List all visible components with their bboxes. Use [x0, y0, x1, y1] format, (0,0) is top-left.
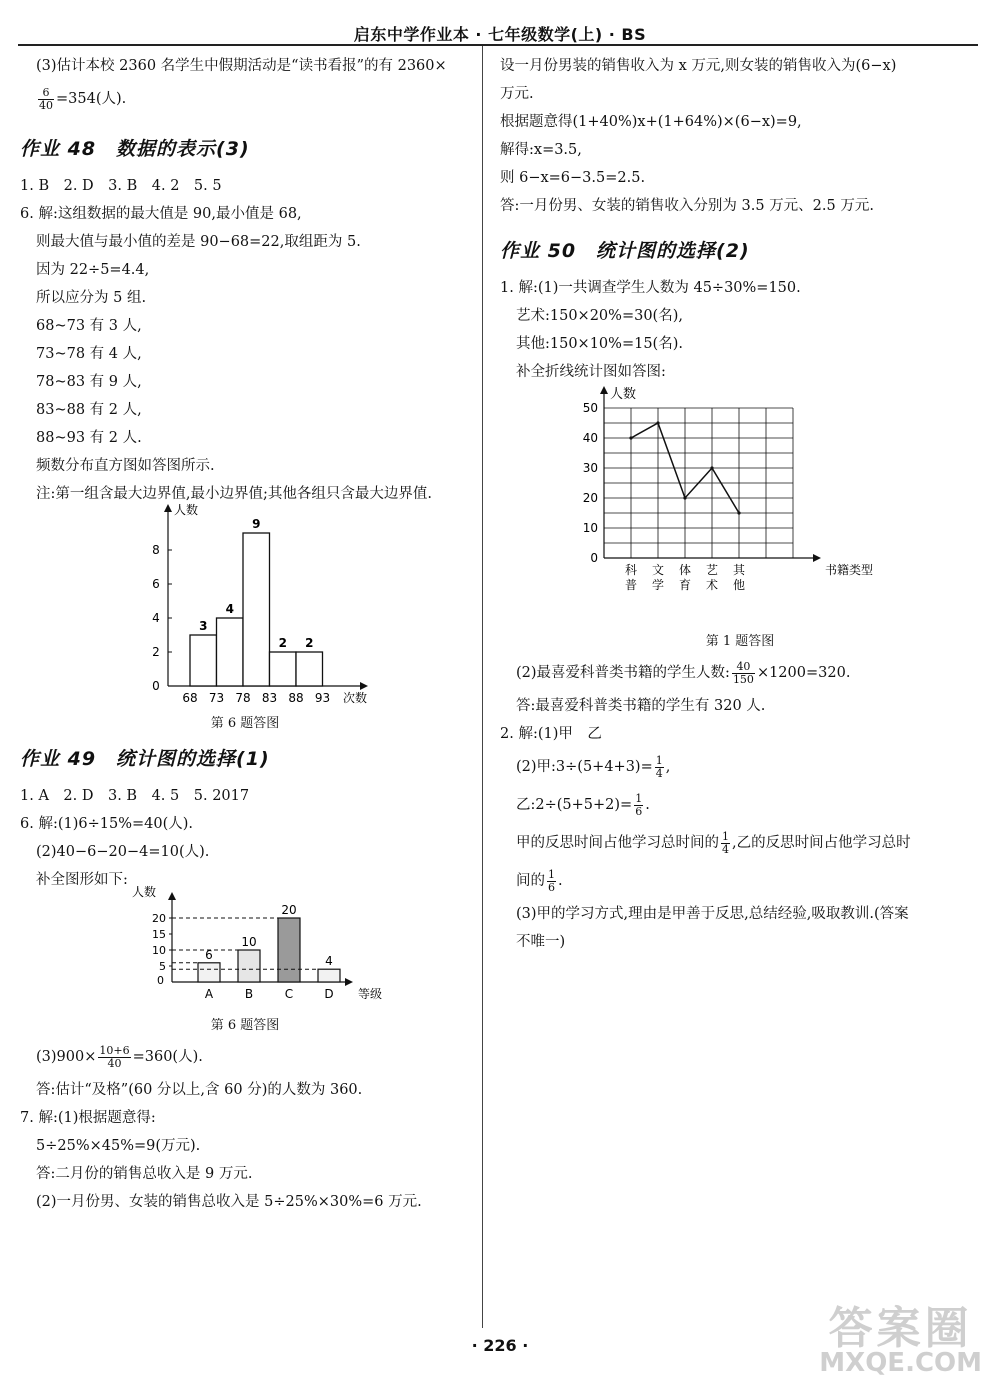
- text-line: 其他:150×10%=15(名).: [516, 336, 683, 352]
- data-point: [737, 511, 740, 514]
- x-axis-arrow: [360, 682, 368, 690]
- x-tick-label: C: [284, 987, 294, 1001]
- section-title-50: 作业 50 统计图的选择(2): [500, 240, 750, 262]
- text-line: 73~78 有 4 人,: [36, 346, 142, 362]
- y-tick-label: 0: [590, 551, 598, 565]
- histogram-bar: [243, 533, 270, 686]
- fraction: [634, 793, 643, 818]
- text-line: 7. 解:(1)根据题意得:: [20, 1110, 156, 1126]
- text-segment: =360(人).: [132, 1049, 203, 1065]
- y-tick-label: 50: [582, 401, 598, 415]
- x-tick-label-line1: 文: [651, 563, 665, 577]
- x-tick-label-line2: 普: [624, 578, 638, 592]
- y-tick-label: 20: [582, 491, 598, 505]
- text-line: 83~88 有 2 人,: [36, 402, 142, 418]
- column-divider: [482, 46, 483, 1328]
- y-tick-label: 5: [159, 960, 166, 973]
- data-point: [710, 466, 713, 469]
- text-line: 1. A 2. D 3. B 4. 5 5. 2017: [20, 788, 250, 804]
- text-segment: .: [645, 797, 650, 813]
- bar-value-label: 10: [241, 935, 257, 949]
- text-line: 6. 解:这组数据的最大值是 90,最小值是 68,: [20, 206, 302, 222]
- origin-label: 0: [157, 974, 164, 987]
- y-axis-label: 人数: [174, 503, 199, 517]
- fraction-numerator: 40: [732, 661, 755, 674]
- text-segment: .: [558, 873, 563, 889]
- x-tick-label: 78: [235, 691, 251, 705]
- text-line: 答:估计“及格”(60 分以上,含 60 分)的人数为 360.: [36, 1082, 363, 1098]
- fraction-line: [500, 824, 980, 862]
- fraction-denominator: 6: [548, 880, 555, 894]
- fraction-numerator: 1: [655, 753, 663, 767]
- bar-value-label: 2: [305, 636, 314, 650]
- grade-bar: [278, 918, 300, 982]
- right-column: [500, 52, 980, 956]
- text-line: 万元.: [500, 86, 534, 102]
- histogram-bar: [190, 635, 217, 686]
- x-axis-label: 等级: [358, 987, 383, 1001]
- text-line: 艺术:150×20%=30(名),: [516, 308, 683, 324]
- fraction-denominator: 4: [655, 766, 663, 780]
- watermark-url: MXQE.COM: [819, 1348, 982, 1378]
- watermark: [819, 1303, 982, 1380]
- header-rule: [18, 44, 978, 46]
- data-point: [656, 421, 659, 424]
- fraction-denominator: 40: [39, 98, 53, 112]
- x-tick-label-line1: 科: [624, 563, 638, 577]
- x-tick-label: A: [204, 987, 214, 1001]
- text-line: 设一月份男装的销售收入为 x 万元,则女装的销售收入为(6−x): [500, 58, 897, 74]
- fraction: [655, 755, 664, 780]
- text-line: 根据题意得(1+40%)x+(1+64%)×(6−x)=9,: [500, 114, 802, 130]
- data-point: [683, 496, 686, 499]
- y-tick-label: 10: [582, 521, 598, 535]
- x-tick-label-line1: 其: [732, 563, 746, 577]
- left-column: [20, 52, 470, 1216]
- chart-caption: 第 6 题答图: [210, 1018, 280, 1033]
- x-axis-label: 次数: [343, 691, 368, 705]
- section-title-49: 作业 49 统计图的选择(1): [20, 748, 270, 770]
- fraction-line: [500, 786, 980, 824]
- fraction-line: [500, 862, 980, 900]
- histogram-bar: [217, 618, 244, 686]
- text-segment: ,: [665, 759, 671, 775]
- x-axis-label: 书籍类型: [825, 563, 874, 577]
- x-tick-label: B: [244, 987, 254, 1001]
- bar-value-label: 3: [199, 619, 208, 633]
- x-axis-arrow: [345, 978, 353, 986]
- text-line: (2)一月份男、女装的销售总收入是 5÷25%×30%=6 万元.: [36, 1194, 422, 1210]
- x-tick-label-line2: 育: [678, 578, 692, 592]
- text-segment: 乙:2÷(5+5+2)=: [516, 797, 633, 813]
- x-axis-arrow: [813, 554, 821, 562]
- grade-bar: [198, 963, 220, 982]
- text-line: 5÷25%×45%=9(万元).: [36, 1138, 201, 1154]
- x-tick-label-line1: 体: [678, 563, 692, 577]
- histogram-bar: [296, 652, 323, 686]
- histogram-bar: [270, 652, 297, 686]
- y-tick-label: 15: [152, 928, 166, 941]
- fraction-line: [20, 1038, 470, 1076]
- x-tick-label-line2: 他: [732, 578, 746, 592]
- x-tick-label: 83: [261, 691, 278, 705]
- x-tick-label: D: [324, 987, 334, 1001]
- grade-bar: [238, 950, 260, 982]
- bar-chart: [20, 885, 470, 1010]
- text-line: (3)甲的学习方式,理由是甲善于反思,总结经验,吸取教训.(答案: [516, 906, 909, 922]
- fraction-numerator: 6: [38, 87, 54, 100]
- y-tick-label: 8: [152, 543, 160, 557]
- text-line: 78~83 有 9 人,: [36, 374, 142, 390]
- fraction-line: [500, 654, 980, 692]
- y-tick-label: 40: [582, 431, 598, 445]
- x-tick-label-line2: 术: [705, 578, 719, 592]
- y-tick-label: 6: [152, 577, 160, 591]
- fraction: [547, 869, 556, 894]
- histogram-chart: [20, 503, 470, 708]
- bar-value-label: 4: [225, 602, 234, 616]
- text-line: 1. B 2. D 3. B 4. 2 5. 5: [20, 178, 222, 194]
- fraction-numerator: 1: [722, 829, 729, 843]
- x-tick-label: 73: [208, 691, 225, 705]
- origin-label: 0: [152, 679, 160, 693]
- text-segment: (2)甲:3÷(5+4+3)=: [516, 759, 653, 775]
- fraction-line: [500, 748, 980, 786]
- text-line: 频数分布直方图如答图所示.: [36, 458, 215, 474]
- watermark-logo: 答案圈: [828, 1303, 973, 1354]
- text-line: 补全折线统计图如答图:: [516, 364, 666, 380]
- text-line: 则 6−x=6−3.5=2.5.: [500, 170, 646, 186]
- fraction-denominator: 4: [722, 842, 729, 856]
- x-tick-label-line2: 学: [651, 578, 665, 592]
- fraction-numerator: 1: [548, 867, 555, 881]
- text-line: 6. 解:(1)6÷15%=40(人).: [20, 816, 193, 832]
- y-tick-label: 10: [152, 944, 166, 957]
- text-line: 补全图形如下:: [36, 872, 128, 888]
- text-segment: =354(人).: [56, 91, 127, 107]
- text-line: (3)估计本校 2360 名学生中假期活动是“读书看报”的有 2360×: [36, 58, 447, 74]
- fraction: [98, 1045, 130, 1070]
- line-chart: [500, 386, 980, 626]
- x-tick-label: 93: [314, 691, 331, 705]
- text-line: 答:最喜爱科普类书籍的学生有 320 人.: [516, 698, 766, 714]
- y-axis-label: 人数: [132, 885, 157, 899]
- fraction: [732, 661, 755, 686]
- text-line: 所以应分为 5 组.: [36, 290, 147, 306]
- bar-value-label: 4: [325, 954, 333, 969]
- y-tick-label: 30: [582, 461, 598, 475]
- text-segment: ,乙的反思时间占他学习总时: [732, 835, 911, 851]
- text-segment: (3)900×: [36, 1049, 97, 1065]
- text-line: 不唯一): [516, 934, 566, 950]
- y-tick-label: 4: [152, 611, 160, 625]
- x-tick-label: 68: [182, 691, 198, 705]
- chart-caption: 第 6 题答图: [210, 716, 280, 731]
- text-line: 答:一月份男、女装的销售收入分别为 3.5 万元、2.5 万元.: [500, 198, 874, 214]
- bar-value-label: 9: [252, 517, 261, 531]
- fraction-numerator: 1: [635, 791, 643, 805]
- fraction: [721, 831, 730, 856]
- chart-caption: 第 1 题答图: [705, 634, 775, 649]
- text-line: (2)40−6−20−4=10(人).: [36, 844, 210, 860]
- text-line: 答:二月份的销售总收入是 9 万元.: [36, 1166, 253, 1182]
- fraction-denominator: 40: [107, 1056, 122, 1070]
- text-line: 则最大值与最小值的差是 90−68=22,取组距为 5.: [36, 234, 361, 250]
- text-line: 因为 22÷5=4.4,: [36, 262, 150, 278]
- text-line: 注:第一组含最大边界值,最小边界值;其他各组只含最大边界值.: [36, 486, 432, 502]
- section-title-48: 作业 48 数据的表示(3): [20, 138, 250, 160]
- grade-bar: [318, 969, 340, 982]
- x-tick-label-line1: 艺: [705, 563, 719, 577]
- page-number: · 226 ·: [471, 1336, 529, 1355]
- y-tick-label: 2: [152, 645, 160, 659]
- text-segment: (2)最喜爱科普类书籍的学生人数:: [516, 665, 730, 681]
- fraction-numerator: 10+6: [99, 1043, 130, 1057]
- bar-value-label: 2: [278, 636, 287, 650]
- bar-value-label: 20: [281, 903, 297, 917]
- x-tick-label: 88: [288, 691, 304, 705]
- text-line: 1. 解:(1)一共调查学生人数为 45÷30%=150.: [500, 280, 801, 296]
- y-axis-label: 人数: [610, 387, 637, 402]
- text-segment: 间的: [516, 873, 545, 889]
- data-point: [629, 436, 632, 439]
- text-line: 68~73 有 3 人,: [36, 318, 142, 334]
- text-line: 解得:x=3.5,: [500, 142, 582, 158]
- y-tick-label: 20: [152, 912, 166, 925]
- fraction: [38, 87, 54, 112]
- fraction-denominator: 6: [635, 804, 643, 818]
- bar-value-label: 6: [205, 947, 213, 962]
- page-header: 启东中学作业本 · 七年级数学(上) · BS: [353, 25, 647, 44]
- text-segment: ×1200=320.: [756, 665, 851, 681]
- y-axis-arrow: [600, 386, 608, 394]
- text-segment: 甲的反思时间占他学习总时间的: [516, 835, 719, 851]
- fraction-denominator: 150: [732, 672, 754, 686]
- fraction-line: [20, 80, 470, 118]
- text-line: 88~93 有 2 人.: [36, 430, 142, 446]
- text-line: 2. 解:(1)甲 乙: [500, 726, 602, 742]
